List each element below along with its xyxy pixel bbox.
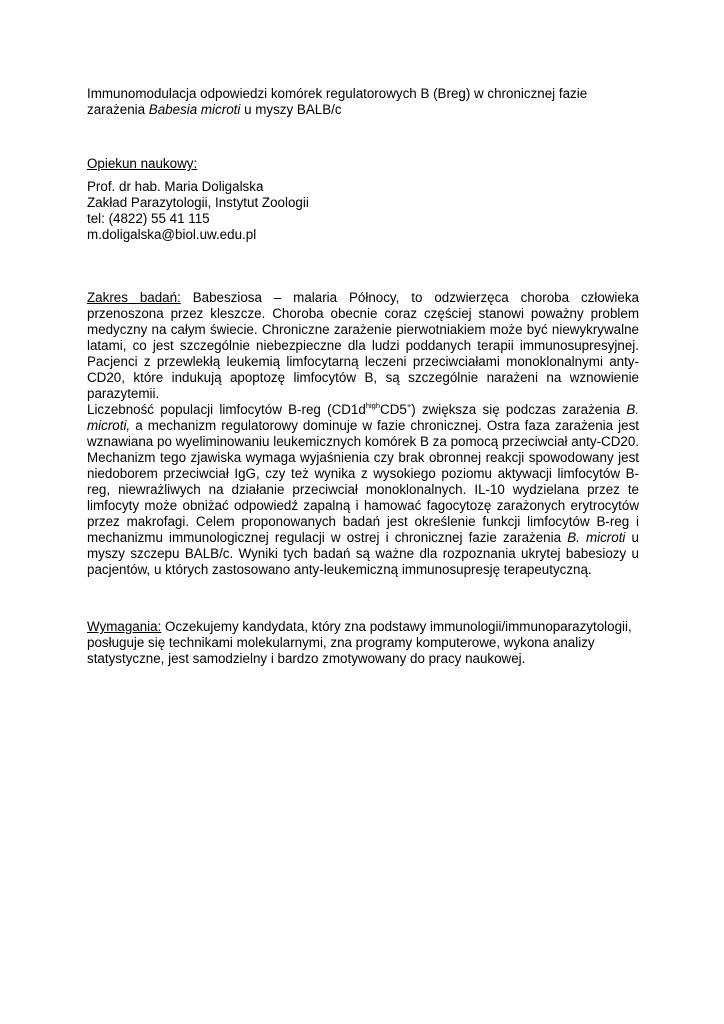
scope-line: parazytemii. [87,386,160,401]
scope-line: microti, a mechanizm regulatorowy dominuje w fazie chronicznej. Ostra faza zarażenia jest [87,418,639,433]
requirements-line: Wymagania: Oczekujemy kandydata, który zna podstawy immunologii/immunoparazytologii, [87,619,632,634]
scope-line: latami, co jest szczególnie niebezpieczne dla ludzi poddanych terapii immunosupresyjnej. [87,338,639,353]
scope-line: Zakres badań: Babesziosa – malaria Północy, to odzwierzęca choroba człowieka [87,290,639,305]
supervisor-heading-label: Opiekun naukowy: [87,156,198,171]
supervisor-email: m.doligalska@biol.uw.edu.pl [87,227,257,242]
scope-line: CD20, które indukują apoptozę limfocytów B, są szczególnie narażeni na wznowienie [87,370,639,385]
scope-line: Liczebność populacji limfocytów B-reg $(CD1d^{high}CD5^+)$ zwiększa się podczas zarażenia B. [87,401,640,417]
supervisor-heading [87,156,639,172]
scope-section [87,290,639,578]
supervisor-name: Prof. dr hab. Maria Doligalska [87,179,264,194]
supervisor-department: Zakład Parazytologii, Instytut Zoologii [87,195,309,210]
requirements-section [87,619,639,667]
supervisor-phone: tel: (4822) 55 41 115 [87,211,210,226]
supervisor-info [87,179,639,243]
scope-line: Pacjenci z przewlekłą leukemią limfocytarną leczeni przeciwciałami monoklonalnymi anty- [87,354,639,369]
scope-line: limfocyty może obniżać odpowiedź zapalną i hamować fagocytozę zarażonych erytrocytów [87,498,639,513]
requirements-line: statystyczne, jest samodzielny i bardzo zmotywowany do pracy naukowej. [87,651,526,666]
scope-line: pacjentów, u których zastosowano anty-leukemiczną immunosupresję terapeutyczną. [87,562,592,577]
scope-label: Zakres badań: [87,290,181,305]
requirements-line: posługuje się technikami molekularnymi, zna programy komputerowe, wykona analizy [87,635,595,650]
superscript-high: high [365,401,381,410]
scope-line: myszy szczepu BALB/c. Wyniki tych badań są ważne dla rozpoznania ukrytej babesiozy u [87,546,639,561]
scope-line: przenoszona przez kleszcze. Choroba obecnie coraz częściej stanowi poważny problem [87,306,639,321]
title-line-2-pre: zarażenia [87,102,149,117]
scope-line: niedoborem przeciwciał IgG, czy też wynika z wysokiego poziomu aktywacji limfocytów B- [87,466,639,481]
scope-line: Mechanizm tego zjawiska wymaga wyjaśnienia czy brak obronnej reakcji spowodowany jest [87,450,639,465]
document-title [87,86,639,118]
scope-line: medyczny na całym świecie. Chroniczne zarażenie pierwotniakiem może być niewykrywalne [87,322,639,337]
title-line-1: Immunomodulacja odpowiedzi komórek regulatorowych B (Breg) w chronicznej fazie [87,86,588,101]
superscript-plus: + [406,401,412,410]
requirements-label: Wymagania: [87,619,162,634]
scope-line: przez makrofagi. Celem proponowanych badań jest określenie funkcji limfocytów B-reg i [87,514,639,529]
title-line-2-post: u myszy BALB/c [240,102,342,117]
scope-line: mechanizmu immunologicznej regulacji w ostrej i chronicznej fazie zarażenia B. microti u [87,530,639,545]
title-line-2 [87,102,639,118]
scope-line: wznawiana po wyeliminowaniu leukemicznych komórek B za pomocą przeciwciał anty-CD20. [87,434,639,449]
scope-line: reg, niewrażliwych na działanie przeciwciał monoklonalnych. IL-10 wydzielana przez te [87,482,639,497]
title-species: Babesia microti [148,102,241,117]
